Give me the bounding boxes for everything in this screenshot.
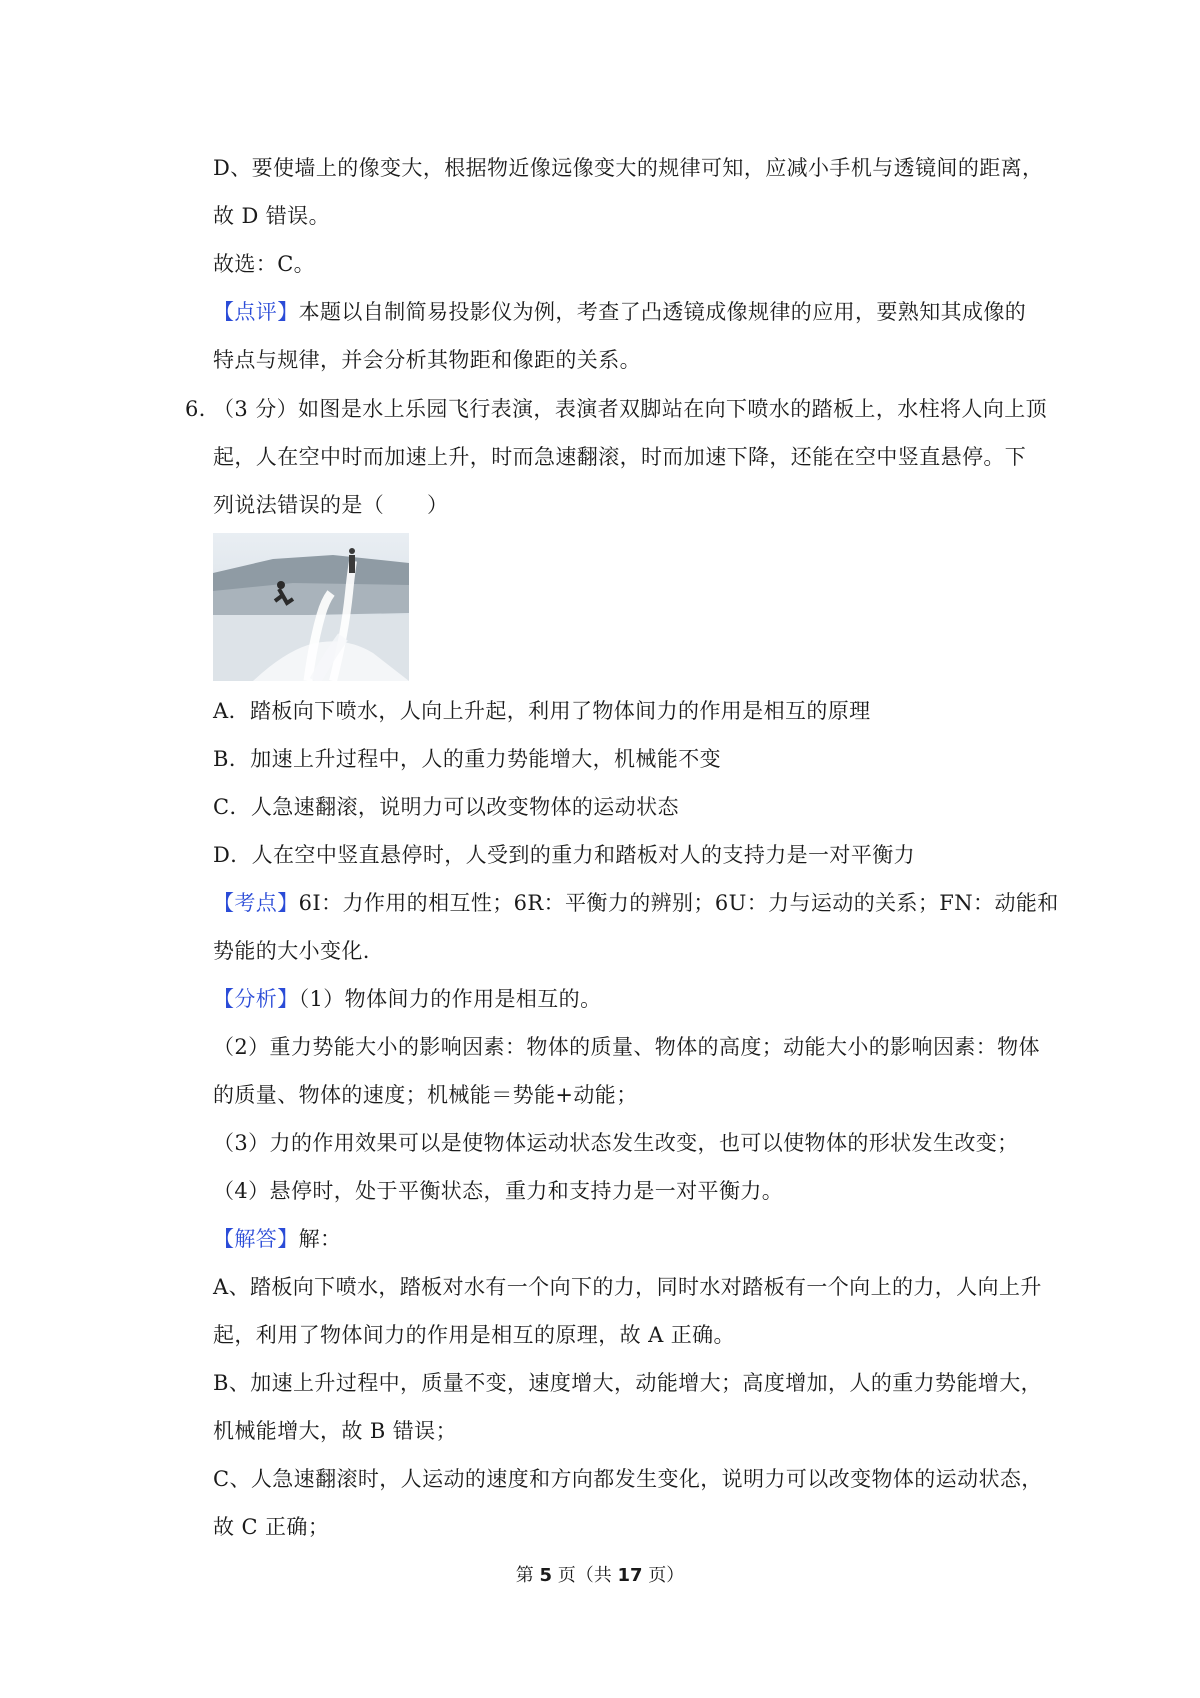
option-c: C．人急速翻滚，说明力可以改变物体的运动状态 <box>213 795 679 819</box>
fenxi-line4: （4）悬停时，处于平衡状态，重力和支持力是一对平衡力。 <box>213 1179 784 1203</box>
kaodian-line2: 势能的大小变化. <box>213 939 370 963</box>
option-d-explanation-line2: 故 D 错误。 <box>213 204 330 228</box>
jieda-b-line1: B、加速上升过程中，质量不变，速度增大，动能增大；高度增加，人的重力势能增大， <box>213 1371 1043 1395</box>
kaodian-text: 6I：力作用的相互性；6R：平衡力的辨别；6U：力与运动的关系；FN：动能和 <box>298 891 1059 915</box>
comment-line1 <box>213 297 1026 327</box>
question-stem-line3: 列说法错误的是（ ） <box>213 493 449 517</box>
jieda-a-line2: 起，利用了物体间力的作用是相互的原理，故 A 正确。 <box>213 1323 735 1347</box>
question-stem-line2: 起，人在空中时而加速上升，时而急速翻滚，时而加速下降，还能在空中竖直悬停。下 <box>213 445 1027 469</box>
water-jetpack-photo <box>213 533 409 681</box>
answer-line: 故选：C。 <box>213 252 316 276</box>
kaodian-tag: 【考点】 <box>213 891 299 915</box>
footer-middle: 页（共 <box>557 1565 612 1586</box>
fenxi-text: （1）物体间力的作用是相互的。 <box>298 987 602 1011</box>
comment-line2: 特点与规律，并会分析其物距和像距的关系。 <box>213 348 641 372</box>
jieda-intro: 解： <box>298 1227 342 1251</box>
fenxi-tag: 【分析】 <box>213 987 299 1011</box>
option-a: A．踏板向下喷水，人向上升起，利用了物体间力的作用是相互的原理 <box>213 699 871 723</box>
jieda-b-line2: 机械能增大，故 B 错误； <box>213 1419 457 1443</box>
total-pages: 17 <box>617 1565 643 1586</box>
jieda-a-line1: A、踏板向下喷水，踏板对水有一个向下的力，同时水对踏板有一个向上的力，人向上升 <box>213 1275 1042 1299</box>
question-number: 6． <box>185 397 221 421</box>
option-d: D．人在空中竖直悬停时，人受到的重力和踏板对人的支持力是一对平衡力 <box>213 843 916 867</box>
page-footer <box>0 1563 1200 1589</box>
jieda-c-line2: 故 C 正确； <box>213 1515 330 1539</box>
comment-tag: 【点评】 <box>213 300 299 324</box>
jieda-line-intro <box>213 1224 341 1254</box>
option-b: B．加速上升过程中，人的重力势能增大，机械能不变 <box>213 747 722 771</box>
comment-text: 本题以自制简易投影仪为例，考查了凸透镜成像规律的应用，要熟知其成像的 <box>298 300 1027 324</box>
kaodian-line1 <box>213 888 1059 918</box>
fenxi-line2b: 的质量、物体的速度；机械能＝势能+动能； <box>213 1083 638 1107</box>
question-stem-line1: （3 分）如图是水上乐园飞行表演，表演者双脚站在向下喷水的踏板上，水柱将人向上顶 <box>213 397 1048 421</box>
fenxi-line3: （3）力的作用效果可以是使物体运动状态发生改变，也可以使物体的形状发生改变； <box>213 1131 1019 1155</box>
fenxi-line1 <box>213 984 601 1014</box>
jieda-c-line1: C、人急速翻滚时，人运动的速度和方向都发生变化，说明力可以改变物体的运动状态， <box>213 1467 1043 1491</box>
fenxi-line2a: （2）重力势能大小的影响因素：物体的质量、物体的高度；动能大小的影响因素：物体 <box>213 1035 1040 1059</box>
option-d-explanation-line1: D、要使墙上的像变大，根据物近像远像变大的规律可知，应减小手机与透镜间的距离， <box>213 156 1044 180</box>
footer-prefix: 第 <box>515 1565 534 1586</box>
page-number: 5 <box>539 1565 552 1586</box>
footer-suffix: 页） <box>648 1565 685 1586</box>
jieda-tag: 【解答】 <box>213 1227 299 1251</box>
